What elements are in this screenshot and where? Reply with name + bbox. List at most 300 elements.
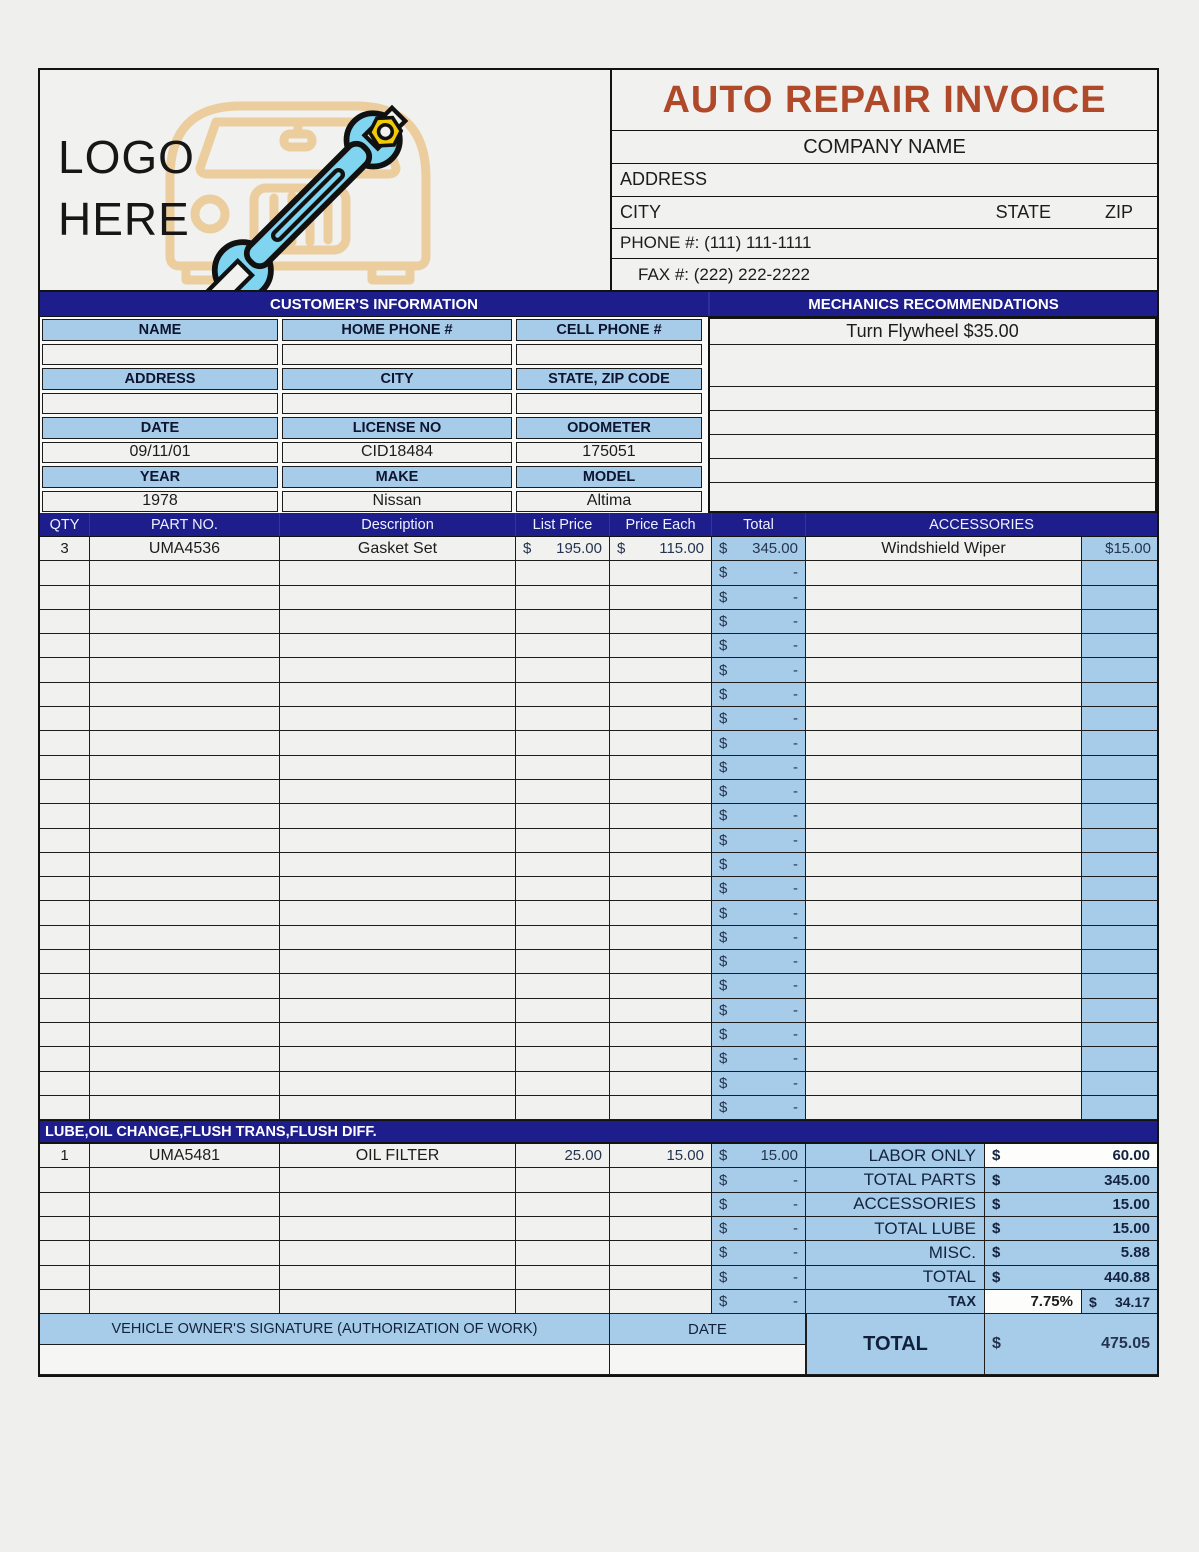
accessory-cell: [806, 658, 1082, 682]
list-price-cell: $ 195.00: [516, 537, 610, 561]
total-cell: $ -: [712, 780, 806, 804]
description-cell: [280, 1047, 516, 1071]
accessory-price-cell: [1082, 1047, 1157, 1071]
qty-cell: [40, 999, 90, 1023]
customer-field-label: CELL PHONE #: [516, 319, 702, 341]
part-no-cell: [90, 1217, 280, 1241]
part-no-cell: [90, 1168, 280, 1192]
grand-total-label: TOTAL: [806, 1314, 985, 1375]
mechanic-recommendation-row: [710, 483, 1155, 511]
grand-total-value: $ 475.05: [985, 1314, 1157, 1375]
summary-value: $ 345.00: [985, 1168, 1157, 1192]
accessory-price-cell: [1082, 1023, 1157, 1047]
total-cell: $ -: [712, 683, 806, 707]
list-price-cell: [516, 658, 610, 682]
qty-cell: [40, 1290, 90, 1314]
description-cell: OIL FILTER: [280, 1144, 516, 1168]
part-no-cell: [90, 804, 280, 828]
price-each-cell: [610, 974, 712, 998]
customer-field-label: CITY: [282, 368, 512, 390]
parts-table-body: [40, 537, 1157, 1120]
summary-label: TOTAL LUBE: [806, 1217, 985, 1241]
accessory-cell: [806, 780, 1082, 804]
price-each-cell: [610, 1168, 712, 1192]
customer-field-value: 1978: [42, 491, 278, 513]
total-cell: $ -: [712, 561, 806, 585]
accessory-cell: [806, 901, 1082, 925]
description-cell: [280, 731, 516, 755]
lube-banner: LUBE,OIL CHANGE,FLUSH TRANS,FLUSH DIFF.: [40, 1120, 1157, 1143]
customer-field-value: Altima: [516, 491, 702, 513]
accessory-cell: [806, 683, 1082, 707]
accessory-price-cell: [1082, 1096, 1157, 1120]
price-each-cell: [610, 658, 712, 682]
description-cell: [280, 756, 516, 780]
total-cell: $ -: [712, 926, 806, 950]
accessory-price-cell: [1082, 950, 1157, 974]
customer-field-label: ADDRESS: [42, 368, 278, 390]
list-price-cell: [516, 1290, 610, 1314]
summary-label: LABOR ONLY: [806, 1144, 985, 1168]
price-each-cell: [610, 586, 712, 610]
total-cell: $ -: [712, 1241, 806, 1265]
mechanic-recommendation-row: Turn Flywheel $35.00: [710, 319, 1155, 345]
list-price-cell: [516, 1023, 610, 1047]
price-each-cell: [610, 1193, 712, 1217]
list-price-cell: [516, 1047, 610, 1071]
price-each-cell: [610, 877, 712, 901]
accessory-cell: [806, 974, 1082, 998]
list-price-cell: [516, 683, 610, 707]
fax-line: FAX #: (222) 222-2222: [612, 259, 1157, 290]
summary-label: TOTAL PARTS: [806, 1168, 985, 1192]
customer-info-section: [40, 317, 1157, 513]
accessory-price-cell: $15.00: [1082, 537, 1157, 561]
description-cell: [280, 1168, 516, 1192]
description-cell: [280, 974, 516, 998]
customer-field-value: [516, 344, 702, 366]
description-cell: [280, 829, 516, 853]
qty-cell: [40, 1072, 90, 1096]
price-each-cell: [610, 1266, 712, 1290]
description-cell: [280, 1023, 516, 1047]
summary-value: $ 15.00: [985, 1217, 1157, 1241]
qty-cell: [40, 658, 90, 682]
customer-field-label: NAME: [42, 319, 278, 341]
price-each-cell: [610, 950, 712, 974]
accessory-price-cell: [1082, 561, 1157, 585]
company-name: COMPANY NAME: [612, 131, 1157, 164]
customer-field-value: [516, 393, 702, 415]
list-price-cell: 25.00: [516, 1144, 610, 1168]
zip-label: ZIP: [1104, 201, 1133, 222]
total-cell: $ -: [712, 1193, 806, 1217]
section-banner-row: [40, 292, 1157, 317]
total-cell: $ -: [712, 731, 806, 755]
list-price-cell: [516, 756, 610, 780]
price-each-cell: [610, 707, 712, 731]
col-header-description: Description: [280, 513, 516, 536]
total-cell: $ -: [712, 1047, 806, 1071]
price-each-cell: [610, 780, 712, 804]
mechanic-recommendation-row: [710, 387, 1155, 411]
customer-field-label: ODOMETER: [516, 417, 702, 439]
accessory-cell: [806, 950, 1082, 974]
list-price-cell: [516, 780, 610, 804]
qty-cell: [40, 1241, 90, 1265]
part-no-cell: [90, 974, 280, 998]
total-cell: $ -: [712, 901, 806, 925]
total-cell: $ -: [712, 1023, 806, 1047]
accessory-price-cell: [1082, 756, 1157, 780]
customer-field-value: 09/11/01: [42, 442, 278, 464]
price-each-cell: $ 115.00: [610, 537, 712, 561]
customer-info-grid: [40, 317, 708, 513]
accessory-price-cell: [1082, 804, 1157, 828]
list-price-cell: [516, 804, 610, 828]
description-cell: [280, 586, 516, 610]
total-cell: $ -: [712, 1290, 806, 1314]
description-cell: [280, 1096, 516, 1120]
summary-label: MISC.: [806, 1241, 985, 1265]
description-cell: [280, 561, 516, 585]
header-section: [40, 70, 1157, 292]
accessory-price-cell: [1082, 634, 1157, 658]
list-price-cell: [516, 1217, 610, 1241]
accessory-cell: [806, 561, 1082, 585]
price-each-cell: [610, 1096, 712, 1120]
price-each-cell: [610, 561, 712, 585]
part-no-cell: [90, 634, 280, 658]
description-cell: [280, 1193, 516, 1217]
qty-cell: [40, 974, 90, 998]
accessory-cell: [806, 1023, 1082, 1047]
accessory-cell: [806, 1096, 1082, 1120]
list-price-cell: [516, 1072, 610, 1096]
accessory-price-cell: [1082, 999, 1157, 1023]
customer-field-label: LICENSE NO: [282, 417, 512, 439]
summary-label: TAX: [806, 1290, 985, 1314]
total-cell: $ -: [712, 1072, 806, 1096]
accessory-price-cell: [1082, 586, 1157, 610]
customer-field-value: [42, 393, 278, 415]
total-cell: $ -: [712, 1217, 806, 1241]
qty-cell: [40, 1096, 90, 1120]
date-label-cell: DATE: [610, 1314, 806, 1345]
list-price-cell: [516, 974, 610, 998]
total-cell: $ -: [712, 586, 806, 610]
accessory-cell: [806, 731, 1082, 755]
part-no-cell: [90, 731, 280, 755]
part-no-cell: [90, 561, 280, 585]
total-cell: $ 345.00: [712, 537, 806, 561]
description-cell: Gasket Set: [280, 537, 516, 561]
summary-value: $ 34.17: [1082, 1290, 1157, 1314]
accessory-price-cell: [1082, 926, 1157, 950]
customer-field-label: YEAR: [42, 466, 278, 488]
list-price-cell: [516, 1241, 610, 1265]
total-cell: $ -: [712, 804, 806, 828]
logo-area: [40, 70, 612, 290]
list-price-cell: [516, 634, 610, 658]
description-cell: [280, 610, 516, 634]
tax-rate-cell: 7.75%: [985, 1290, 1082, 1314]
customer-info-banner: CUSTOMER'S INFORMATION: [40, 292, 710, 316]
col-header-accessories: ACCESSORIES: [929, 516, 1034, 533]
part-no-cell: [90, 1266, 280, 1290]
accessory-cell: [806, 999, 1082, 1023]
description-cell: [280, 1290, 516, 1314]
qty-cell: [40, 950, 90, 974]
accessory-price-cell: [1082, 1072, 1157, 1096]
mechanic-recommendation-row: [710, 435, 1155, 459]
invoice-sheet: [38, 68, 1159, 1377]
list-price-cell: [516, 853, 610, 877]
price-each-cell: 15.00: [610, 1144, 712, 1168]
summary-label: ACCESSORIES: [806, 1193, 985, 1217]
parts-table-header: [40, 513, 1157, 537]
accessory-cell: [806, 1072, 1082, 1096]
part-no-cell: UMA5481: [90, 1144, 280, 1168]
total-cell: $ -: [712, 1168, 806, 1192]
price-each-cell: [610, 901, 712, 925]
qty-cell: [40, 804, 90, 828]
part-no-cell: [90, 1072, 280, 1096]
accessory-cell: [806, 756, 1082, 780]
summary-value: $ 60.00: [985, 1144, 1157, 1168]
total-cell: $ -: [712, 829, 806, 853]
list-price-cell: [516, 999, 610, 1023]
part-no-cell: [90, 586, 280, 610]
list-price-cell: [516, 610, 610, 634]
total-cell: $ 15.00: [712, 1144, 806, 1168]
qty-cell: [40, 1047, 90, 1071]
description-cell: [280, 853, 516, 877]
company-header: [612, 70, 1157, 290]
part-no-cell: [90, 658, 280, 682]
accessory-cell: [806, 586, 1082, 610]
price-each-cell: [610, 804, 712, 828]
total-cell: $ -: [712, 950, 806, 974]
col-header-total: Total: [712, 513, 806, 536]
list-price-cell: [516, 586, 610, 610]
accessory-price-cell: [1082, 853, 1157, 877]
qty-cell: [40, 877, 90, 901]
date-entry-cell: [610, 1345, 806, 1375]
customer-field-label: MODEL: [516, 466, 702, 488]
summary-label: TOTAL: [806, 1266, 985, 1290]
list-price-cell: [516, 829, 610, 853]
part-no-cell: [90, 901, 280, 925]
totals-section: [40, 1143, 1157, 1375]
price-each-cell: [610, 1241, 712, 1265]
price-each-cell: [610, 683, 712, 707]
customer-field-value: 175051: [516, 442, 702, 464]
description-cell: [280, 634, 516, 658]
customer-field-label: HOME PHONE #: [282, 319, 512, 341]
price-each-cell: [610, 610, 712, 634]
description-cell: [280, 1266, 516, 1290]
description-cell: [280, 999, 516, 1023]
qty-cell: [40, 926, 90, 950]
description-cell: [280, 901, 516, 925]
qty-cell: 1: [40, 1144, 90, 1168]
part-no-cell: [90, 1241, 280, 1265]
price-each-cell: [610, 999, 712, 1023]
state-label: STATE: [995, 201, 1051, 222]
qty-cell: [40, 829, 90, 853]
list-price-cell: [516, 731, 610, 755]
accessory-cell: Windshield Wiper: [806, 537, 1082, 561]
description-cell: [280, 1217, 516, 1241]
total-cell: $ -: [712, 634, 806, 658]
customer-field-value: [42, 344, 278, 366]
accessory-price-cell: [1082, 731, 1157, 755]
price-each-cell: [610, 926, 712, 950]
part-no-cell: [90, 780, 280, 804]
list-price-cell: [516, 1266, 610, 1290]
part-no-cell: [90, 1096, 280, 1120]
part-no-cell: [90, 1023, 280, 1047]
list-price-cell: [516, 877, 610, 901]
part-no-cell: [90, 999, 280, 1023]
list-price-cell: [516, 950, 610, 974]
list-price-cell: [516, 1096, 610, 1120]
accessory-cell: [806, 829, 1082, 853]
price-each-cell: [610, 1217, 712, 1241]
description-cell: [280, 950, 516, 974]
total-cell: $ -: [712, 707, 806, 731]
qty-cell: 3: [40, 537, 90, 561]
accessory-price-cell: [1082, 877, 1157, 901]
description-cell: [280, 683, 516, 707]
part-no-cell: [90, 1193, 280, 1217]
total-cell: $ -: [712, 853, 806, 877]
accessory-cell: [806, 610, 1082, 634]
mechanic-recommendation-row: [710, 345, 1155, 387]
invoice-title: AUTO REPAIR INVOICE: [612, 70, 1157, 131]
price-each-cell: [610, 1047, 712, 1071]
part-no-cell: [90, 1290, 280, 1314]
description-cell: [280, 804, 516, 828]
part-no-cell: [90, 950, 280, 974]
accessory-cell: [806, 853, 1082, 877]
qty-cell: [40, 683, 90, 707]
description-cell: [280, 877, 516, 901]
col-header-qty: QTY: [40, 513, 90, 536]
summary-value: $ 5.88: [985, 1241, 1157, 1265]
total-cell: $ -: [712, 756, 806, 780]
total-cell: $ -: [712, 877, 806, 901]
price-each-cell: [610, 634, 712, 658]
phone-line: PHONE #: (111) 111-1111: [612, 229, 1157, 260]
customer-field-value: [282, 393, 512, 415]
accessory-price-cell: [1082, 707, 1157, 731]
qty-cell: [40, 1193, 90, 1217]
qty-cell: [40, 634, 90, 658]
logo-text: LOGO HERE: [58, 131, 195, 245]
accessory-price-cell: [1082, 683, 1157, 707]
price-each-cell: [610, 1023, 712, 1047]
mechanic-recommendation-row: [710, 459, 1155, 483]
qty-cell: [40, 707, 90, 731]
total-cell: $ -: [712, 1096, 806, 1120]
summary-value: $ 15.00: [985, 1193, 1157, 1217]
col-header-list-price: List Price: [516, 513, 610, 536]
part-no-cell: [90, 877, 280, 901]
part-no-cell: [90, 610, 280, 634]
qty-cell: [40, 1217, 90, 1241]
part-no-cell: [90, 853, 280, 877]
description-cell: [280, 707, 516, 731]
part-no-cell: [90, 1047, 280, 1071]
qty-cell: [40, 901, 90, 925]
list-price-cell: [516, 561, 610, 585]
price-each-cell: [610, 1290, 712, 1314]
total-cell: $ -: [712, 610, 806, 634]
part-no-cell: [90, 829, 280, 853]
accessory-price-cell: [1082, 658, 1157, 682]
customer-field-value: Nissan: [282, 491, 512, 513]
list-price-cell: [516, 901, 610, 925]
total-cell: $ -: [712, 974, 806, 998]
accessory-price-cell: [1082, 610, 1157, 634]
accessory-price-cell: [1082, 974, 1157, 998]
list-price-cell: [516, 707, 610, 731]
address-label: ADDRESS: [612, 164, 1157, 197]
mechanics-recommendations-panel: [708, 317, 1157, 513]
customer-field-value: CID18484: [282, 442, 512, 464]
qty-cell: [40, 586, 90, 610]
accessory-cell: [806, 707, 1082, 731]
accessory-cell: [806, 634, 1082, 658]
col-header-price-each: Price Each: [610, 513, 712, 536]
mechanics-banner: MECHANICS RECOMMENDATIONS: [808, 295, 1059, 313]
price-each-cell: [610, 829, 712, 853]
accessory-cell: [806, 877, 1082, 901]
customer-field-label: STATE, ZIP CODE: [516, 368, 702, 390]
col-header-part-no: PART NO.: [90, 513, 280, 536]
qty-cell: [40, 853, 90, 877]
qty-cell: [40, 756, 90, 780]
price-each-cell: [610, 853, 712, 877]
part-no-cell: [90, 926, 280, 950]
description-cell: [280, 926, 516, 950]
qty-cell: [40, 561, 90, 585]
qty-cell: [40, 1023, 90, 1047]
accessory-price-cell: [1082, 780, 1157, 804]
list-price-cell: [516, 926, 610, 950]
customer-field-label: MAKE: [282, 466, 512, 488]
qty-cell: [40, 731, 90, 755]
total-cell: $ -: [712, 658, 806, 682]
qty-cell: [40, 610, 90, 634]
mechanic-recommendation-row: [710, 411, 1155, 435]
list-price-cell: [516, 1193, 610, 1217]
part-no-cell: [90, 707, 280, 731]
city-label: CITY: [620, 201, 662, 222]
list-price-cell: [516, 1168, 610, 1192]
summary-value: $ 440.88: [985, 1266, 1157, 1290]
price-each-cell: [610, 1072, 712, 1096]
price-each-cell: [610, 731, 712, 755]
total-cell: $ -: [712, 1266, 806, 1290]
signature-entry-cell: [40, 1345, 610, 1375]
part-no-cell: [90, 683, 280, 707]
total-cell: $ -: [712, 999, 806, 1023]
accessory-cell: [806, 1047, 1082, 1071]
customer-field-value: [282, 344, 512, 366]
